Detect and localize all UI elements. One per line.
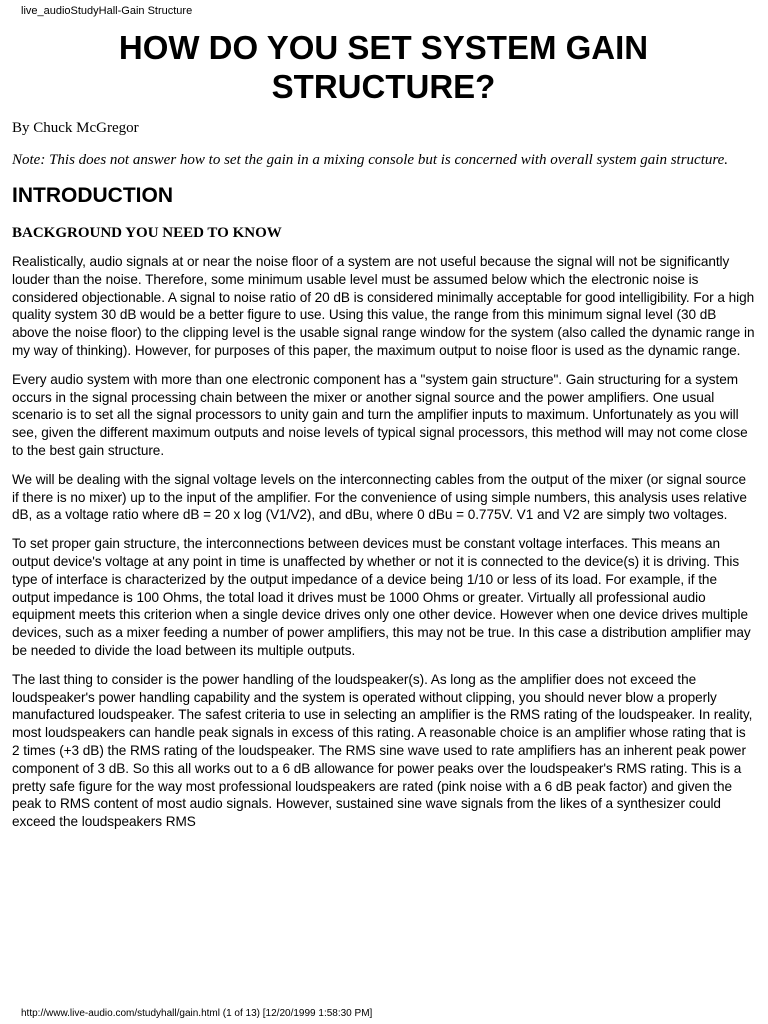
paragraph-noise-floor: Realistically, audio signals at or near the noise floor of a system are not useful because the signal will not be significantly louder than the noise. Therefore, some minimum usable level must be assumed below which the electronic noise is considered objectionable. A signal to noise ratio of 20 dB is considered minimally acceptable for good intelligibility. For a high quality system 30 dB would be a better figure to use. Using this value, the range from this minimum signal level (30 dB above the noise floor) to the clipping level is the usable signal range window for the system (also called the dynamic range in my way of thinking). However, for purposes of this paper, the maximum output to noise floor is used as the dynamic range.: [12, 254, 755, 358]
document-page: [11, 24, 756, 831]
paragraph-loudspeaker-power: The last thing to consider is the power handling of the loudspeaker(s). As long as the amplifier does not exceed the loudspeaker's power handling capability and the system is operated without clipping, you should never blow a properly manufactured loudspeaker. The safest criteria to use in selecting an amplifier is the RMS rating of the loudspeaker. In reality, most loudspeakers can handle peak signals in excess of this rating. A reasonable choice is an amplifier whose rating that is 2 times (+3 dB) the RMS rating of the loudspeaker. The RMS sine wave used to rate amplifiers has an inherent peak power component of 3 dB. So this all works out to a 6 dB allowance for power peaks over the loudspeaker's RMS rating. This is a pretty safe figure for the way most professional loudspeakers are rated (pink noise with a 6 dB peak factor) and given the peak to RMS content of most audio signals. However, sustained sine wave signals from the likes of a synthesizer could exceed the loudspeakers RMS: [12, 671, 753, 830]
running-head: live_audioStudyHall-Gain Structure: [21, 5, 193, 17]
author-byline: By Chuck McGregor: [12, 120, 139, 136]
paragraph-system-gain-structure: Every audio system with more than one electronic component has a "system gain structure". Gain structuring for a system occurs in the signal processing chain between the mixer or another signal source and the power amplifiers. One usual scenario is to set all the signal processors to unity gain and turn the amplifier inputs to maximum. Unfortunately as you will see, given the different maximum outputs and noise levels of typical signal processors, this method will may not come close to the best gain structure.: [12, 371, 748, 458]
paragraph-signal-levels: We will be dealing with the signal voltage levels on the interconnecting cables from the output of the mixer (or signal source if there is no mixer) up to the input of the amplifier. For the convenience of using simple numbers, this analysis uses relative dB, as a voltage ratio where dB = 20 x log (V1/V2), and dBu, where 0 dBu = 0.775V. V1 and V2 are simply two voltages.: [12, 471, 747, 523]
page-title: HOW DO YOU SET SYSTEM GAIN STRUCTURE?: [118, 29, 649, 105]
section-heading-introduction: INTRODUCTION: [12, 184, 173, 207]
page-footer-url: http://www.live-audio.com/studyhall/gain.html (1 of 13) [12/20/1999 1:58:30 PM]: [21, 1008, 373, 1019]
scope-note: Note: This does not answer how to set the gain in a mixing console but is concerned with overall system gain structure.: [12, 152, 729, 168]
subheading-background: BACKGROUND YOU NEED TO KNOW: [12, 225, 282, 241]
paragraph-constant-voltage-interfaces: To set proper gain structure, the interconnections between devices must be constant voltage interfaces. This means an output device's voltage at any point in time is unaffected by whether or not it is connected to the device(s) it is driving. This type of interface is characterized by the output impedance of a device being 1/10 or less of its load. For example, if the output impedance is 100 Ohms, the total load it drives must be 1000 Ohms or greater. Virtually all professional audio equipment meets this criterion when a single device drives only one other device. However when one device drives multiple devices, such as a mixer feeding a number of power amplifiers, this may not be true. In this case a distribution amplifier may be needed to divide the load between its multiple outputs.: [12, 536, 751, 658]
